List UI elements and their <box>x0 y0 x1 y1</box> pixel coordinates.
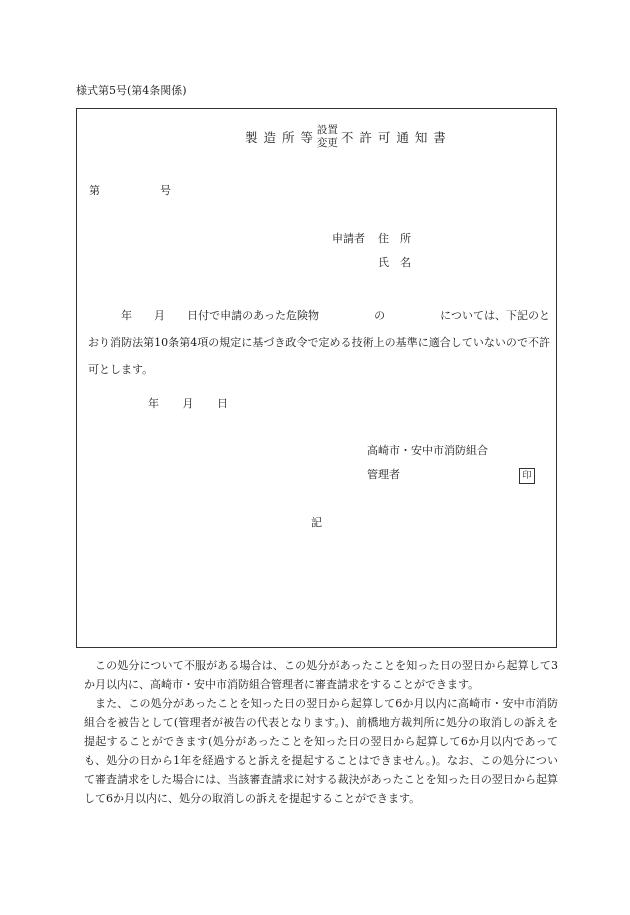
seal-mark: 印 <box>519 468 535 484</box>
applicant-label: 申請者 <box>332 232 365 245</box>
notice-body: 年 月 日付で申請のあった危険物 の については、下記のとおり消防法第10条第4項の規定に基づき政令で定める技術上の基準に適合していないので不許可とします。 <box>88 309 550 376</box>
form-number-label: 様式第5号(第4条関係) <box>76 84 187 97</box>
issue-date: 年 月 日 <box>148 397 229 410</box>
title-stack-bottom: 変更 <box>316 137 338 150</box>
note-paragraph: この処分について不服がある場合は、この処分があったことを知った日の翌日から起算して3か月以内に、高崎市・安中市消防組合管理者に審査請求をすることができます。 <box>84 659 558 691</box>
document-title <box>245 124 447 150</box>
title-suffix: 不 許 可 通 知 書 <box>340 130 447 146</box>
address-label: 住 所 <box>378 232 411 245</box>
name-label: 氏 名 <box>378 256 411 269</box>
ki-heading: 記 <box>311 516 322 529</box>
note-paragraph: また、この処分があったことを知った日の翌日から起算して6か月以内に高崎市・安中市消防組合を被告として(管理者が被告の代表となります。)、前橋地方裁判所に処分の取消しの訴えを提起することができます(処分があったことを知った日の翌日から起算して6か月以内であっても、処分の日から1年を経過すると訴えを提起することはできません。)。なお、この処分について審査請求をした場合には、当該審査請求に対する裁決があったことを知った日の翌日から起算して6か月以内に、処分の取消しの訴えを提起することができます。 <box>84 697 558 805</box>
appeal-notes <box>84 656 558 808</box>
issuer-organization: 高崎市・安中市消防組合 <box>367 444 488 457</box>
title-stack-top: 設置 <box>316 124 338 136</box>
number-dai: 第 <box>89 184 100 197</box>
issuer-role: 管理者 <box>367 468 400 481</box>
title-prefix: 製 造 所 等 <box>245 130 314 146</box>
title-stacked-words <box>317 124 338 150</box>
number-go: 号 <box>160 184 171 197</box>
